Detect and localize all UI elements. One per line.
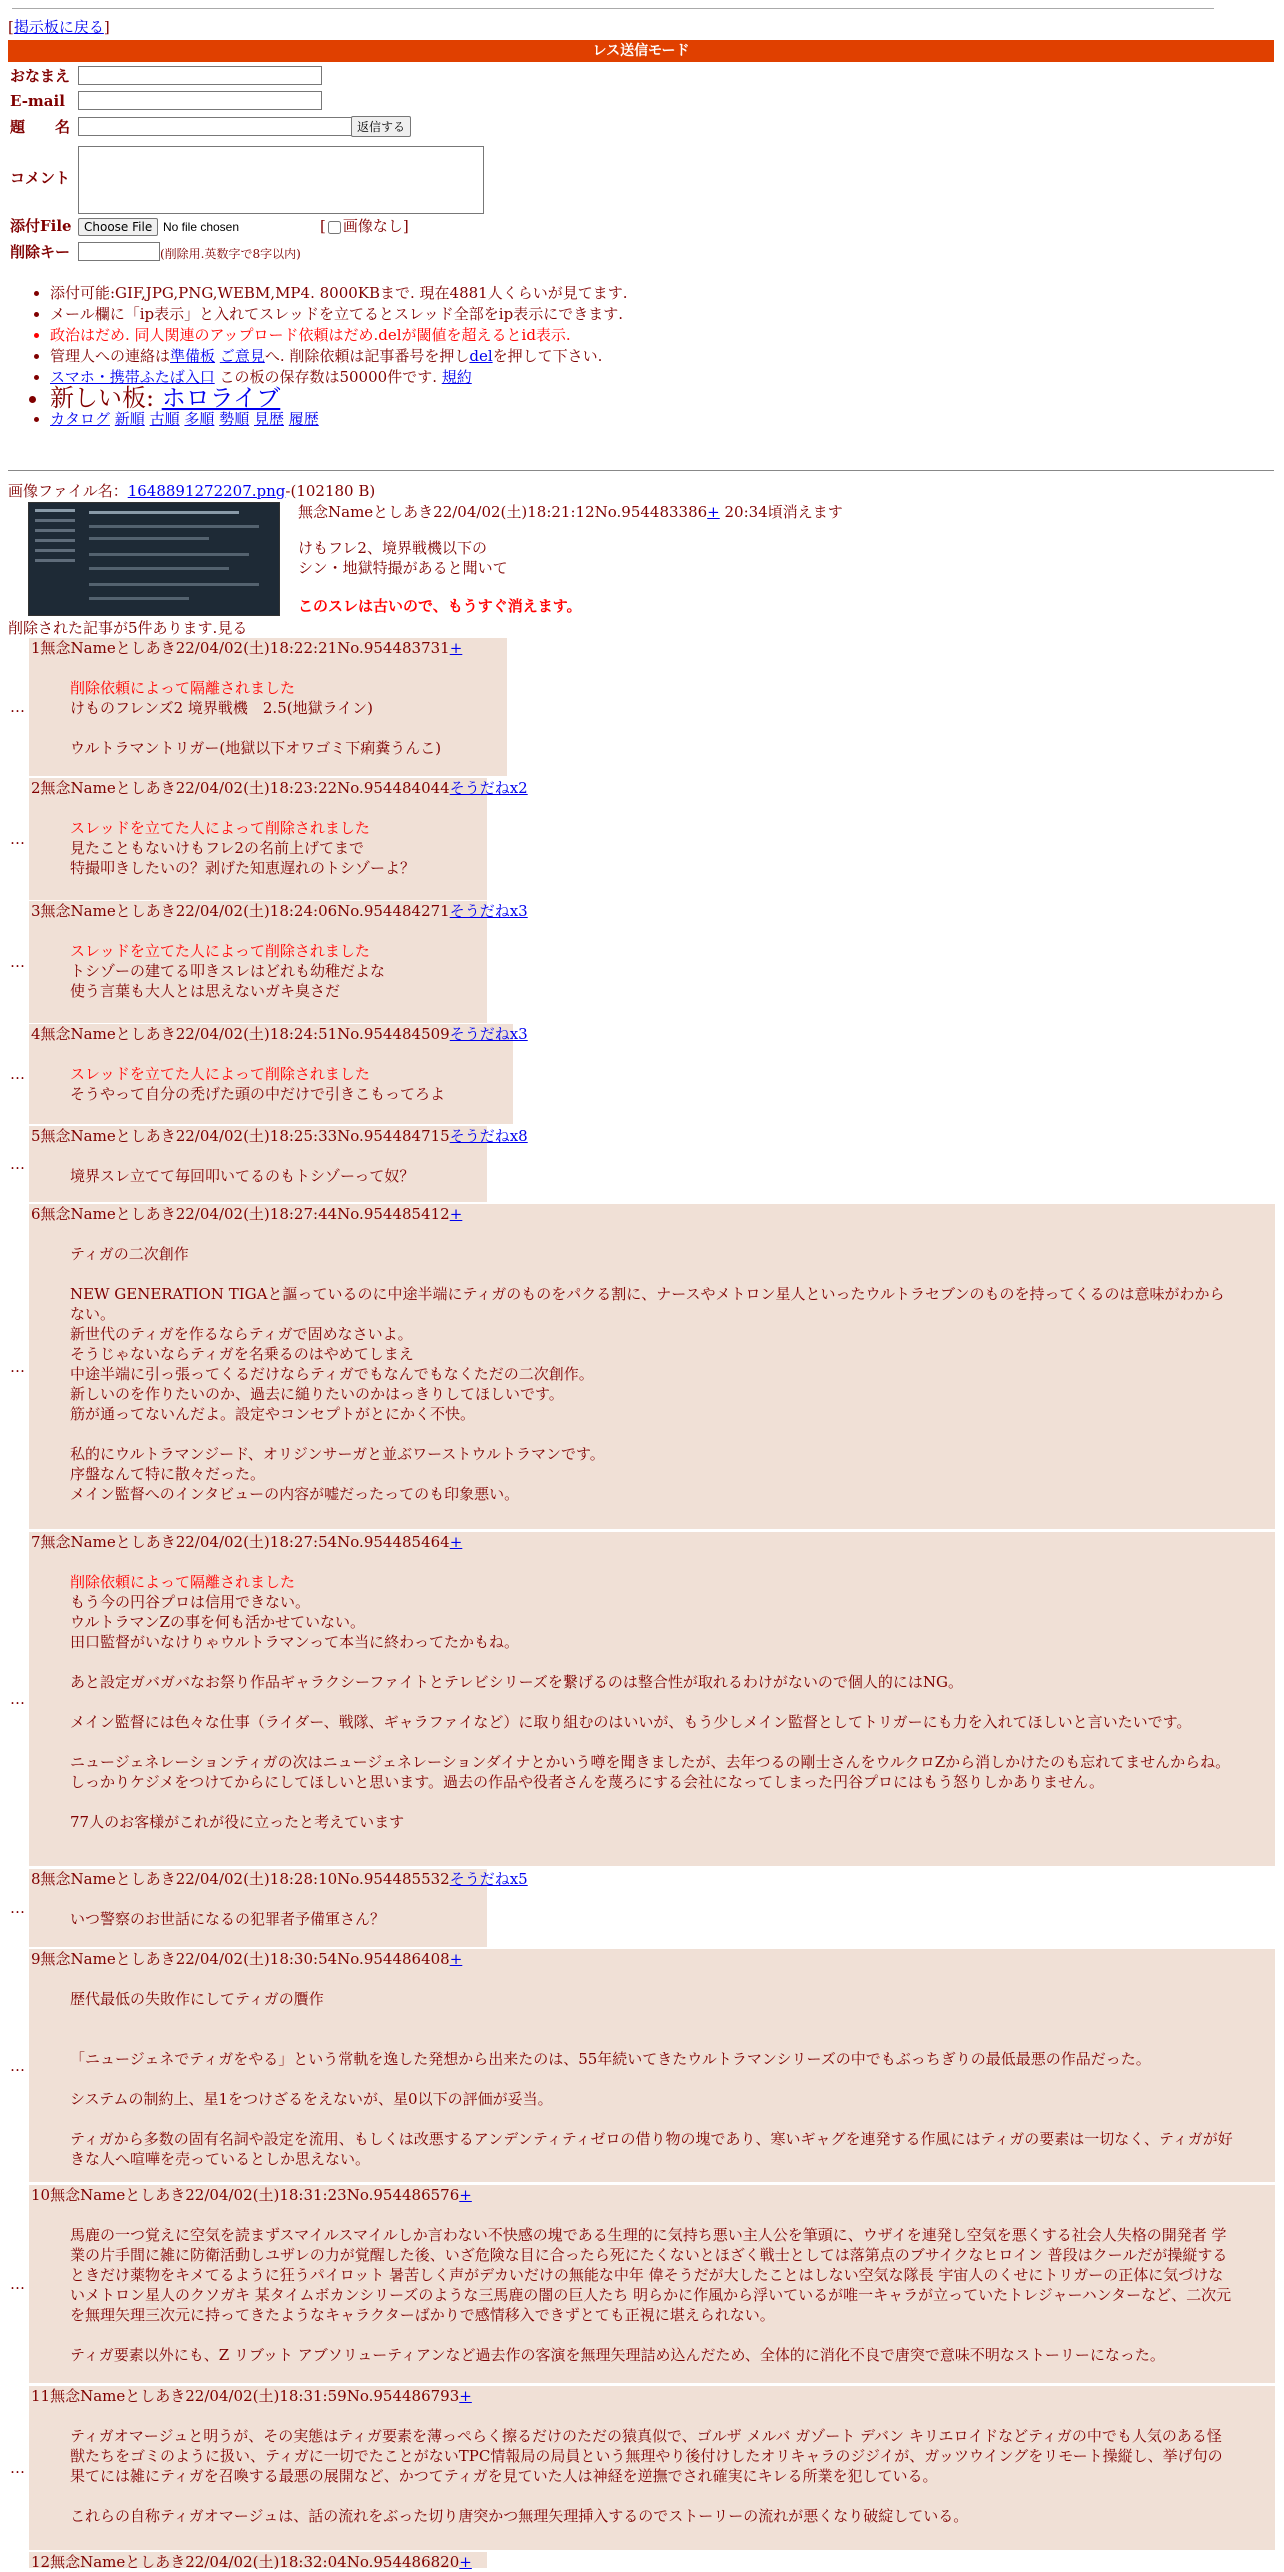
sort-old-link[interactable]: 古順 (149, 410, 180, 428)
sort-momentum-link[interactable]: 勢順 (219, 410, 250, 428)
info-contact: • 管理人への連絡は準備板 ご意見へ. 削除依頼は記事番号を押しdelを押して下さい. (50, 346, 628, 367)
reply-line (70, 1424, 1235, 1444)
reply-header: 7無念Nameとしあき22/04/02(土)18:27:54No.954485464+ (31, 1533, 463, 1551)
reply-indent-marker: … (10, 1155, 25, 1173)
reply-indent-marker: … (10, 1690, 25, 1708)
reply-line: いつ警察のお世話になるの犯罪者予備軍さん？ (70, 1910, 386, 1928)
reply-line: 使う言葉も大人とは思えないガキ臭さだ (70, 982, 341, 1000)
reply-body (70, 1572, 1235, 1832)
reply-plus-link[interactable]: + (449, 1533, 463, 1551)
reply-header: 2無念Nameとしあき22/04/02(土)18:23:22No.954484044そうだねx2 (31, 779, 528, 797)
reply-line: そうじゃないならティガを名乗るのはやめてしまえ (70, 1345, 414, 1363)
reply-header: 1無念Nameとしあき22/04/02(土)18:22:21No.954483731+ (31, 639, 463, 657)
no-image-option: [ 画像なし] (320, 217, 409, 235)
op-thumbnail[interactable] (28, 502, 280, 616)
soudane-link[interactable]: そうだねx5 (449, 1870, 528, 1888)
mobile-entrance-link[interactable]: スマホ・携帯ふたば入口 (50, 368, 215, 386)
soudane-link[interactable]: そうだねx3 (449, 1025, 528, 1043)
hololive-board-link[interactable]: ホロライブ (161, 384, 281, 412)
soudane-link[interactable]: そうだねx8 (449, 1127, 528, 1145)
reply-body (70, 941, 447, 1001)
file-label: 添付File (10, 217, 72, 235)
info-ip: • メール欄に「ip表示」と入れてスレッドを立てるとスレッド全部をip表示にできます. (50, 304, 628, 325)
reply-line (70, 1652, 1235, 1672)
reply-line: トシゾーの建てる叩きスレはどれも幼稚だよな (70, 962, 386, 980)
reply-line: ティガ要素以外にも、Z リブット アブソリューティアンなど過去作の客演を無理矢理詰め込んだため、全体的に消化不良で唐突で意味不明なストーリーになった。 (70, 2346, 1165, 2364)
reply-header: 8無念Nameとしあき22/04/02(土)18:28:10No.954485532そうだねx5 (31, 1870, 528, 1888)
reply-line: システムの制約上、星1をつけざるをえないが、星0以下の評価が妥当。 (70, 2090, 553, 2108)
op-file-link[interactable]: 1648891272207.png (127, 482, 286, 500)
sort-many-link[interactable]: 多順 (184, 410, 215, 428)
choose-file-button[interactable]: Choose File (78, 218, 158, 236)
comment-label: コメント (10, 169, 71, 187)
reply-plus-link[interactable]: + (449, 1950, 463, 1968)
reply-line (70, 2009, 1235, 2029)
reply-line: ニュージェネレーションティガの次はニュージェネレーションダイナとかいう噂を聞きましたが、去年つるの剛士さんをウルクロZから消しかけたのも忘れてませんからね。しっかりケジメをつけてからにしてほしいと思います。過去の作品や役者さんを蔑ろにする会社になってしまった円谷プロにはもう怒りしかありません。 (70, 1753, 1231, 1791)
reply-post (29, 638, 507, 776)
info-sort-links (50, 409, 628, 430)
info-upload: • 添付可能:GIF,JPG,PNG,WEBM,MP4. 8000KBまで. 現在4881人くらいが見てます. (50, 283, 628, 304)
soudane-link[interactable]: そうだねx2 (449, 779, 528, 797)
subject-input[interactable] (78, 117, 354, 136)
reply-header: 4無念Nameとしあき22/04/02(土)18:24:51No.954484509そうだねx3 (31, 1025, 528, 1043)
reply-line: NEW GENERATION TIGAと謳っているのに中途半端にティガのものをパクる割に、ナースやメトロン星人といったウルトラセブンのものを持ってくるのは意味がわからない。 (70, 1285, 1225, 1323)
reply-indent-marker: … (10, 2459, 25, 2477)
op-header: 無念Nameとしあき22/04/02(土)18:21:12No.954483386+ 20:34頃消えます (298, 503, 843, 521)
reply-header: 9無念Nameとしあき22/04/02(土)18:30:54No.954486408+ (31, 1950, 463, 1968)
reply-post (29, 778, 528, 900)
reply-line: メイン監督へのインタビューの内容が嘘だったってのも印象悪い。 (70, 1485, 520, 1503)
deleted-posts-notice[interactable]: 削除された記事が5件あります.見る (8, 619, 248, 637)
reply-post (29, 2552, 487, 2571)
reply-post (29, 1024, 528, 1124)
reply-header: 11無念Nameとしあき22/04/02(土)18:31:59No.954486793+ (31, 2387, 472, 2405)
reply-indent-marker: … (10, 1357, 25, 1376)
moderation-notice: 削除依頼によって隔離されました (70, 679, 296, 697)
moderation-notice: スレッドを立てた人によって削除されました (70, 942, 370, 960)
reply-mode-bar: レス送信モード (8, 40, 1274, 62)
reply-line (70, 2069, 1235, 2089)
reply-line: 77人のお客様がこれが役に立ったと考えています (70, 1813, 405, 1831)
reply-line: そうやって自分の禿げた頭の中だけで引きこもってろよ (70, 1085, 446, 1103)
reply-header: 6無念Nameとしあき22/04/02(土)18:27:44No.954485412+ (31, 1205, 463, 1223)
view-history-link[interactable]: 見歴 (253, 410, 284, 428)
info-new-board: • 新しい板: ホロライブ (50, 388, 628, 409)
reply-line: ティガオマージュと明うが、その実態はティガ要素を薄っぺらく擦るだけのただの猿真似で、ゴルザ メルバ ガゾート デバン キリエロイドなどティガの中でも人気のある怪獣たちをゴミのように扱い、ティガに一切でたことがないTPC情報局の局員という無理やり後付けしたオリキャラのジジイが、ガッツウイングをリモート操縦し、挙げ句の果てには雑にティガを召喚する最悪の展開など、かつてティガを見ていた人は神経を逆撫でされ確実にキレる所業を犯している。 (70, 2427, 1223, 2485)
reply-body (70, 678, 467, 758)
delete-key-note: (削除用.英数字で8字以内) (160, 247, 301, 261)
reply-line: けものフレンズ2 境界戦機 2.5(地獄ライン) (70, 699, 373, 717)
reply-line (70, 1692, 1235, 1712)
no-file-text: No file chosen (162, 220, 240, 234)
board-info-list (10, 283, 628, 430)
reply-line: もう今の円谷プロは信用できない。 (70, 1593, 311, 1611)
reply-line (70, 2325, 1235, 2345)
reply-header: 5無念Nameとしあき22/04/02(土)18:25:33No.954484715そうだねx8 (31, 1127, 528, 1145)
reply-post (29, 1204, 1275, 1529)
reply-post (29, 2386, 1275, 2550)
reply-body (70, 2225, 1235, 2365)
prep-board-link[interactable]: 準備板 (170, 347, 216, 365)
op-file-line: 画像ファイル名：1648891272207.png-(102180 B) (8, 482, 376, 500)
reply-indent-marker: … (10, 830, 25, 848)
file-picker (78, 216, 239, 237)
reply-plus-link[interactable]: + (449, 639, 463, 657)
reply-line: 中途半端に引っ張ってくるだけならティガでもなんでもなくただの二次創作。 (70, 1365, 594, 1383)
reply-body (70, 1909, 447, 1929)
reply-body (70, 2426, 1235, 2526)
catalog-link[interactable]: カタログ (50, 410, 111, 428)
reply-line (70, 2029, 1235, 2049)
reply-line (70, 2486, 1235, 2506)
reply-body (70, 1064, 473, 1104)
reply-line: 境界スレ立てて毎回叩いてるのもトシゾーって奴？ (70, 1167, 415, 1185)
reply-post (29, 1869, 528, 1947)
name-label: おなまえ (10, 67, 71, 85)
reply-indent-marker: … (10, 698, 25, 716)
top-divider (12, 8, 1214, 9)
email-input[interactable] (78, 91, 322, 110)
email-label: E-mail (10, 92, 65, 110)
old-thread-warning: このスレは古いので、もうすぐ消えます。 (298, 597, 582, 615)
no-image-checkbox[interactable] (328, 221, 341, 234)
moderation-notice: スレッドを立てた人によって削除されました (70, 819, 370, 837)
reply-line (70, 1732, 1235, 1752)
reply-post (29, 1532, 1275, 1866)
reply-header: 3無念Nameとしあき22/04/02(土)18:24:06No.954484271そうだねx3 (31, 902, 528, 920)
reply-post (29, 2185, 1275, 2383)
reply-post (29, 901, 528, 1023)
reply-line: ウルトラマンZの事を何も活かせていない。 (70, 1613, 365, 1631)
reply-line: ウルトラマントリガー(地獄以下オワゴミ下痢糞うんこ) (70, 739, 442, 757)
reply-line: メイン監督には色々な仕事（ライダー、戦隊、ギャラファイなど）に取り組むのはいいが、もう少しメイン監督としてトリガーにも力を入れてほしいと言いたいです。 (70, 1713, 1192, 1731)
reply-indent-marker: … (10, 953, 25, 971)
reply-line: 序盤なんて特に散々だった。 (70, 1465, 266, 1483)
reply-plus-link[interactable]: + (459, 2186, 472, 2204)
post-history-link[interactable]: 履歴 (288, 410, 319, 428)
reply-line (70, 1264, 1235, 1284)
name-input[interactable] (78, 66, 322, 85)
reply-body (70, 1244, 1235, 1504)
reply-line: 筋が通ってないんだよ。設定やコンセプトがとにかく不快。 (70, 1405, 476, 1423)
reply-line: これらの自称ティガオマージュは、話の流れをぶった切り唐突かつ無理矢理挿入するのでストーリーの流れが悪くなり破綻している。 (70, 2507, 969, 2525)
info-rules: • 政治はだめ. 同人関連のアップロード依頼はだめ.delが閾値を超えるとid表示. (50, 325, 628, 346)
op-plus-link[interactable]: + (707, 503, 720, 521)
reply-line: 田口監督がいなけりゃウルトラマンって本当に終わってたかもね。 (70, 1633, 519, 1651)
reply-plus-link[interactable]: + (449, 1205, 463, 1223)
reply-line: 私的にウルトラマンジード、オリジンサーガと並ぶワーストウルトラマンです。 (70, 1445, 605, 1463)
no-image-label: 画像なし (342, 217, 403, 235)
reply-line (70, 1792, 1235, 1812)
reply-post (29, 1126, 528, 1202)
reply-line: ティガの二次創作 (70, 1245, 189, 1263)
reply-header: 12無念Nameとしあき22/04/02(土)18:32:04No.954486820+ (31, 2553, 472, 2571)
reply-line: 特撮叩きしたいの？剥げた知恵遅れのトシゾーよ？ (70, 859, 416, 877)
reply-body (70, 1989, 1235, 2169)
del-link[interactable]: del (469, 347, 493, 365)
reply-indent-marker: … (10, 2056, 25, 2075)
reply-body (70, 818, 447, 878)
reply-indent-marker: … (10, 2275, 25, 2293)
reply-line: ティガから多数の固有名詞や設定を流用、もしくは改悪するアンデンティティゼロの借り物の塊であり、寒いギャグを連発する作風にはティガの要素は一切なく、ティガが好きな人へ喧嘩を売っているとしか思えない。 (70, 2130, 1233, 2168)
reply-line: 馬鹿の一つ覚えに空気を読まずスマイルスマイルしか言わない不快感の塊である生理的に気持ち悪い主人公を筆頭に、ウザイを連発し空気を悪くする社会人失格の開発者 学業の片手間に雑に防衛活動しユザレの力が覚醒した後、いざ危険な目に合ったら死にたくないとほざく戦士としては落第点のブサイクなヒロイン 普段はクールだが操縦するときだけ薬物をキメてるように狂うパイロット 暑苦しく声がデカいだけの無能な中年 偉そうだが大したことはしない空気な隊長 宇宙人のくせにトリガーの正体に気づけないメトロン星人のクソガキ 某タイムボカンシリーズのような三馬鹿の闇の巨人たち 明らかに作風から浮いているが唯一キャラが立っていたトレジャーハンターなど、二次元を無理矢理三次元に持ってきたようなキャラクターばかりで感情移入できずとても正視に堪えられない。 (70, 2226, 1232, 2324)
reply-indent-marker: … (10, 1065, 25, 1083)
reply-indent-marker: … (10, 1899, 25, 1917)
op-body: けもフレ2、境界戦機以下の シン・地獄特撮があると聞いて (298, 539, 508, 577)
reply-plus-link[interactable]: + (459, 2387, 472, 2405)
reply-line (70, 718, 467, 738)
back-nav: [掲示板に戻る] (8, 18, 110, 36)
back-to-board-link[interactable]: 掲示板に戻る (13, 18, 104, 36)
reply-line: 「ニュージェネでティガをやる」という常軌を逸した発想から出来たのは、55年続いてきたウルトラマンシリーズの中でもぶっちぎりの最低最悪の作品だった。 (70, 2050, 1151, 2068)
reply-post (29, 1949, 1275, 2182)
feedback-link[interactable]: ご意見 (219, 347, 265, 365)
reply-header: 10無念Nameとしあき22/04/02(土)18:31:23No.954486576+ (31, 2186, 472, 2204)
reply-line (70, 2109, 1235, 2129)
delete-key-label: 削除キー (10, 243, 71, 261)
sort-new-link[interactable]: 新順 (114, 410, 145, 428)
comment-textarea[interactable] (78, 146, 484, 214)
moderation-notice: スレッドを立てた人によって削除されました (70, 1065, 370, 1083)
reply-line: 見たこともないけもフレ2の名前上げてまで (70, 839, 364, 857)
info-mobile: • スマホ・携帯ふたば入口 この板の保存数は50000件です. 規約 (50, 367, 628, 388)
reply-line: 新世代のティガを作るならティガで固めなさいよ。 (70, 1325, 413, 1343)
moderation-notice: 削除依頼によって隔離されました (70, 1573, 296, 1591)
thread-divider (8, 470, 1274, 471)
reply-body (70, 1166, 447, 1186)
reply-line: 新しいのを作りたいのか、過去に縋りたいのかはっきりしてほしいです。 (70, 1385, 564, 1403)
reply-line: 歴代最低の失敗作にしてティガの贋作 (70, 1990, 324, 2008)
soudane-link[interactable]: そうだねx3 (449, 902, 528, 920)
submit-reply-button[interactable]: 返信する (351, 116, 411, 137)
reply-plus-link[interactable]: + (459, 2553, 472, 2571)
delete-key-input[interactable] (78, 242, 160, 261)
reply-line: あと設定ガバガバなお祭り作品ギャラクシーファイトとテレビシリーズを繋げるのは整合性が取れるわけがないので個人的にはNG。 (70, 1673, 964, 1691)
subject-label: 題 名 (10, 118, 71, 136)
terms-link[interactable]: 規約 (441, 368, 472, 386)
